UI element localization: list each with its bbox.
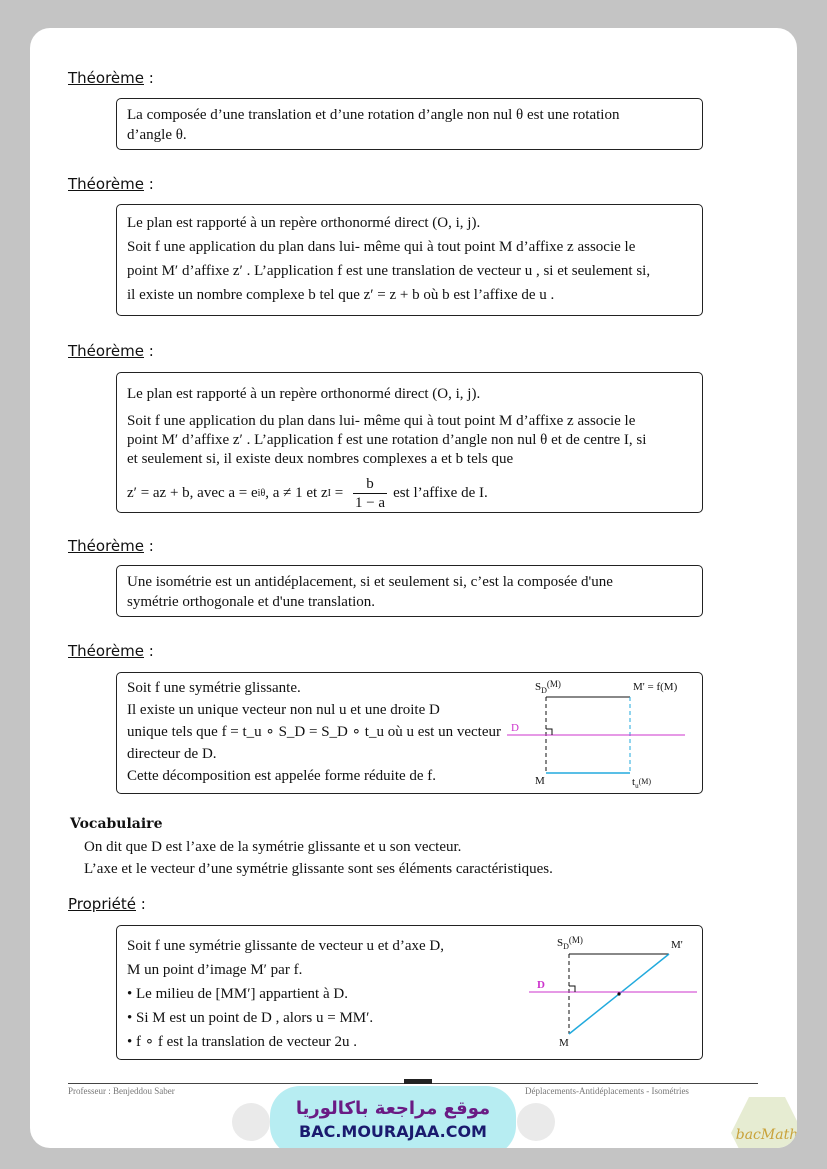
vocabulaire-title: Vocabulaire bbox=[70, 816, 163, 832]
text-line: La composée d’une translation et d’une rotation d’angle non nul θ est une rotation bbox=[127, 107, 620, 123]
text-line: Une isométrie est un antidéplacement, si et seulement si, c’est la composée d'une bbox=[127, 574, 613, 590]
right-angle-mark bbox=[569, 986, 575, 992]
site-banner[interactable] bbox=[270, 1086, 516, 1148]
theorem-box-2 bbox=[116, 204, 703, 316]
text-line: Soit f une application du plan dans lui- même qui à tout point M d’affixe z associe le bbox=[127, 413, 636, 429]
theorem-box-3 bbox=[116, 372, 703, 513]
label-mp: M' bbox=[671, 939, 683, 951]
label-d: D bbox=[511, 722, 519, 734]
propriete-box bbox=[116, 925, 703, 1060]
footer-tab bbox=[404, 1079, 432, 1084]
theorem-heading-5: Théorème : bbox=[68, 642, 154, 660]
formula-line: z′ = az + b, avec a = e iθ , a ≠ 1 et z I = $\frac{b}{1 - a}$ est l’affixe de I. bbox=[127, 476, 488, 511]
text-line: Soit f une application du plan dans lui- même qui à tout point M d’affixe z associe le bbox=[127, 239, 636, 255]
text-line: Soit f une symétrie glissante de vecteur u et d’axe D, bbox=[127, 938, 444, 954]
theorem-box-4 bbox=[116, 565, 703, 617]
theorem-heading-2: Théorème : bbox=[68, 175, 154, 193]
theorem-heading-3: Théorème : bbox=[68, 342, 154, 360]
text-line: il existe un nombre complexe b tel que z′ = z + b où b est l’affixe de u . bbox=[127, 287, 555, 303]
text-line: Il existe un unique vecteur non nul u et une droite D bbox=[127, 702, 440, 718]
theorem-box-5 bbox=[116, 672, 703, 794]
svg-text:bacMath: bacMath bbox=[735, 1127, 799, 1143]
text-line: directeur de D. bbox=[127, 746, 217, 762]
label-m: M bbox=[559, 1037, 569, 1049]
site-logo-left bbox=[232, 1103, 270, 1141]
propriete-heading: Propriété : bbox=[68, 895, 146, 913]
text-line: • Le milieu de [MM′] appartient à D. bbox=[127, 986, 348, 1002]
text-line: unique tels que f = t_u ∘ S_D = S_D ∘ t_u où u est un vecteur bbox=[127, 724, 501, 740]
text-line: point M′ d’affixe z′ . L’application f est une rotation d’angle non nul θ et de centre I, si bbox=[127, 432, 647, 448]
label-sd: $S_D^{(M)}$ bbox=[535, 679, 561, 695]
site-logo-right bbox=[517, 1103, 555, 1141]
midpoint-dot bbox=[617, 992, 620, 995]
label-tu: $t_u^{(M)}$ bbox=[632, 776, 652, 789]
propriete-figure bbox=[529, 930, 699, 1050]
fraction: $\frac{b}{1 - a}$ bbox=[354, 476, 386, 511]
document-page bbox=[30, 28, 797, 1148]
text-line: symétrie orthogonale et d'une translation. bbox=[127, 594, 376, 610]
text-line: Le plan est rapporté à un repère orthonormé direct (O, i, j). bbox=[127, 215, 481, 231]
footer-right-text: Déplacements-Antidéplacements - Isométries bbox=[525, 1086, 689, 1096]
text-line: et seulement si, il existe deux nombres complexes a et b tels que bbox=[127, 451, 514, 467]
bacmath-logo bbox=[727, 1093, 797, 1148]
label-m: M bbox=[535, 775, 545, 787]
theorem-box-1 bbox=[116, 98, 703, 150]
theorem-heading-1: Théorème : bbox=[68, 69, 154, 87]
text-line: M un point d’image M′ par f. bbox=[127, 962, 303, 978]
label-d: D bbox=[537, 979, 545, 991]
vocabulaire-line: On dit que D est l’axe de la symétrie glissante et u son vecteur. bbox=[84, 839, 462, 855]
banner-arabic-text: موقع مراجعة باكالوريا bbox=[295, 1098, 491, 1119]
right-angle-mark bbox=[546, 729, 552, 735]
text-line: point M′ d’affixe z′ . L’application f est une translation de vecteur u , si et seulement si, bbox=[127, 263, 651, 279]
text-line: d’angle θ. bbox=[127, 127, 187, 143]
text-line: • f ∘ f est la translation de vecteur 2u . bbox=[127, 1034, 357, 1050]
label-mp: M' = f(M) bbox=[633, 681, 678, 693]
text-line: • Si M est un point de D , alors u = MM′. bbox=[127, 1010, 374, 1026]
text-line: Cette décomposition est appelée forme réduite de f. bbox=[127, 768, 437, 784]
glide-reflection-figure bbox=[507, 677, 692, 789]
vocabulaire-line: L’axe et le vecteur d’une symétrie glissante sont ses éléments caractéristiques. bbox=[84, 861, 553, 877]
text-line: Soit f une symétrie glissante. bbox=[127, 680, 301, 696]
label-sd: $S_D^{(M)}$ bbox=[557, 935, 583, 951]
footer-left-text: Professeur : Benjeddou Saber bbox=[68, 1086, 175, 1096]
theorem-heading-4: Théorème : bbox=[68, 537, 154, 555]
banner-url-text: BAC.MOURAJAA.COM bbox=[299, 1122, 487, 1141]
text-line: Le plan est rapporté à un repère orthonormé direct (O, i, j). bbox=[127, 386, 481, 402]
